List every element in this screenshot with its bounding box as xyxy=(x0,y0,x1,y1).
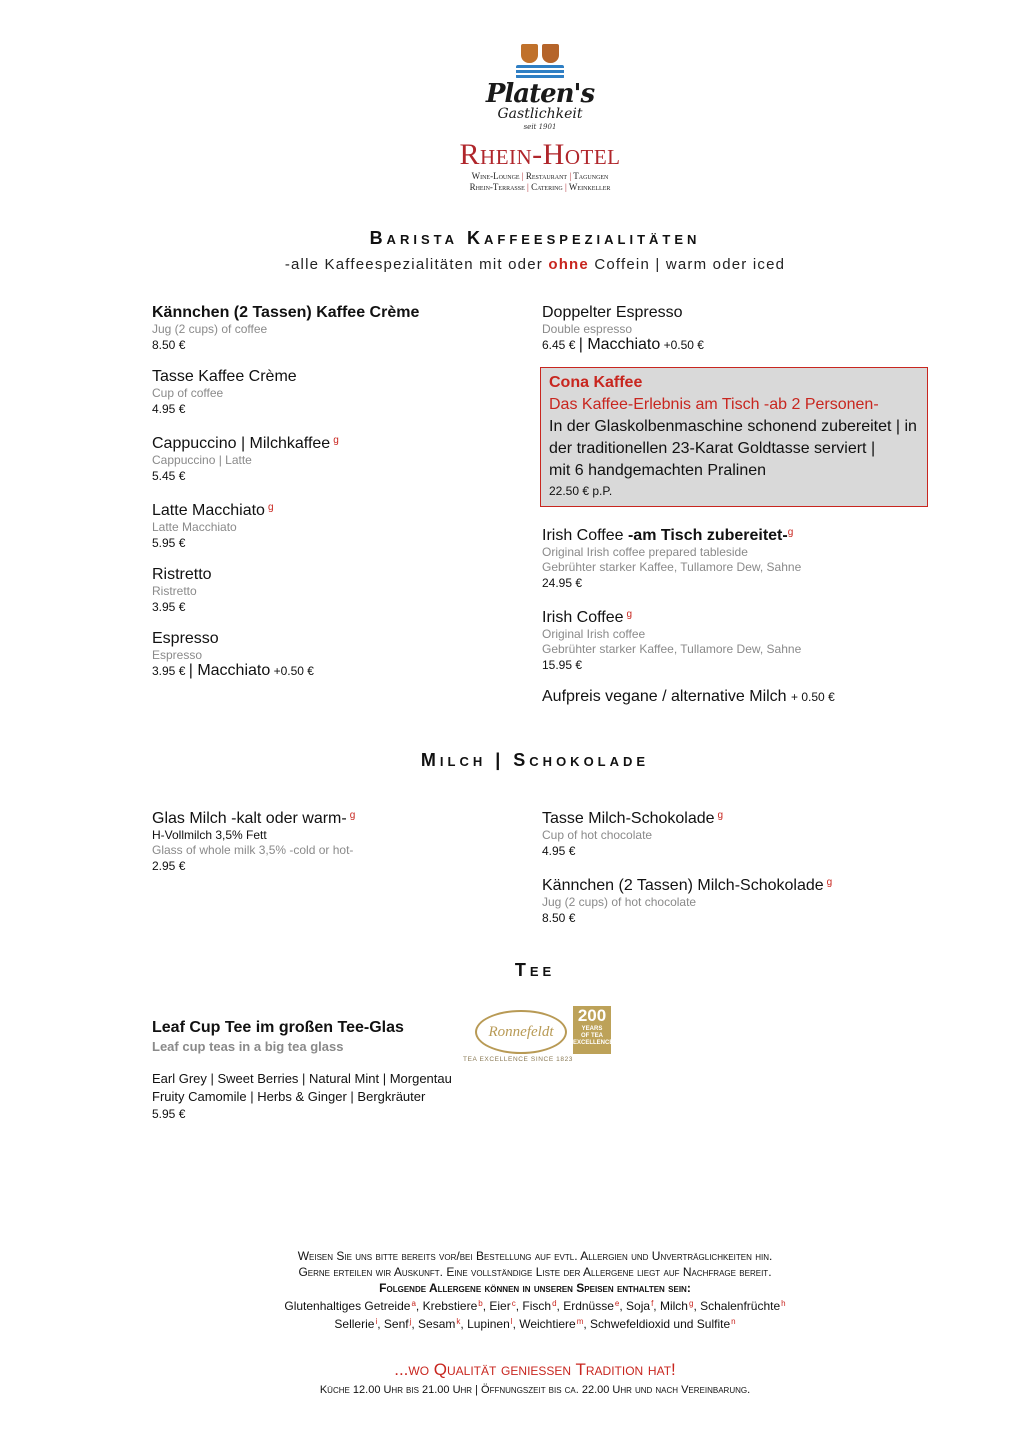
section-subtitle-barista: -alle Kaffeespezialitäten mit oder ohne Coffein | warm oder iced xyxy=(284,256,786,273)
allergen-entry: Glutenhaltiges Getreide$^a$ xyxy=(284,1299,416,1313)
allergen-list-row-1: Glutenhaltiges Getreide$^a$, Krebstiere$^b$, Eier$^c$, Fisch$^d$, Erdnüsse$^e$, Soja$^f$, Milch$^g$, Schalenfrüchte$^h$ xyxy=(284,1299,786,1313)
allergen-entry: Milch$^g$ xyxy=(659,1299,694,1313)
cona-kaffee-highlight-box: Cona Kaffee Das Kaffee-Erlebnis am Tisch -ab 2 Personen- In der Glaskolbenmaschine schonend zubereitet | in der traditionellen 23-Karat Goldtasse serviert | mit 6 handgemachten Pralinen 22.50 € p.P. xyxy=(540,367,928,507)
tee-name: Leaf Cup Tee im großen Tee-Glas xyxy=(152,1019,404,1036)
allergen-entry: Senf$^j$ xyxy=(383,1317,412,1331)
milch-left-column xyxy=(152,806,512,888)
allergen-entry: Eier$^c$ xyxy=(489,1299,516,1313)
barista-left-column xyxy=(152,303,512,693)
menu-item: Latte Macchiato $^g$ Latte Macchiato 5.95 € xyxy=(152,502,274,550)
logo-since: seit 1901 xyxy=(523,123,557,131)
menu-item: Kännchen (2 Tassen) Kaffee Crème Jug (2 cups) of coffee 8.50 € xyxy=(152,304,420,352)
menu-item: Irish Coffee $^g$ Original Irish coffee Gebrühter starker Kaffee, Tullamore Dew, Sahne 15.95 € xyxy=(542,609,802,672)
tee-price: 5.95 € xyxy=(152,1107,186,1121)
logo-brand-sub: Gastlichkeit xyxy=(497,106,583,122)
section-title-barista: Barista Kaffeespezialitäten xyxy=(369,228,701,248)
logo-brand: Platen's xyxy=(485,79,595,109)
allergen-entry: Fisch$^d$ xyxy=(522,1299,557,1313)
menu-item: Irish Coffee -am Tisch zubereitet-$^g$ Original Irish coffee prepared tableside Gebrühter starker Kaffee, Tullamore Dew, Sahne 24.95 € xyxy=(542,527,802,590)
allergen-entry: Soja$^f$ xyxy=(626,1299,654,1313)
allergen-entry: Krebstiere$^b$ xyxy=(422,1299,483,1313)
allergen-list-row-2: Sellerie$^i$, Senf$^j$, Sesam$^k$, Lupinen$^l$, Weichtiere$^m$, Schwefeldioxid und Sulfite$^n$ xyxy=(334,1317,736,1331)
allergen-entry: Weichtiere$^m$ xyxy=(519,1317,584,1331)
allergen-entry: Schwefeldioxid und Sulfite$^n$ xyxy=(590,1317,736,1331)
menu-item: Espresso Espresso 3.95 € | Macchiato +0.50 € xyxy=(152,630,314,679)
allergen-entry: Erdnüsse$^e$ xyxy=(563,1299,620,1313)
tee-column xyxy=(152,1018,472,1122)
menu-item: Doppelter Espresso Double espresso 6.45 € | Macchiato +0.50 € xyxy=(542,304,704,353)
ronnefeldt-logo: Ronnefeldt TEA EXCELLENCE SINCE 1823 200 YEARS OF TEA EXCELLENCE xyxy=(463,1006,614,1063)
section-title-milch: Milch | Schokolade xyxy=(420,750,650,770)
menu-item: Ristretto Ristretto 3.95 € xyxy=(152,566,212,614)
section-title-tee: Tee xyxy=(514,960,556,980)
logo-subline-2: Rhein-Terrasse | Catering | Weinkeller xyxy=(469,182,611,192)
motto: ...wo Qualität genießen Tradition hat! xyxy=(394,1360,676,1379)
waves-icon xyxy=(516,65,564,79)
menu-item: Aufpreis vegane / alternative Milch + 0.50 € xyxy=(542,688,835,705)
menu-item: Tasse Kaffee Crème Cup of coffee 4.95 € xyxy=(152,368,297,416)
allergen-entry: Schalenfrüchte$^h$ xyxy=(700,1299,786,1313)
hotel-logo xyxy=(420,44,660,193)
allergen-entry: Sesam$^k$ xyxy=(418,1317,461,1331)
tee-varieties-2: Fruity Camomile | Herbs & Ginger | Bergkräuter xyxy=(152,1089,426,1104)
allergy-notice: Weisen Sie uns bitte bereits vor/bei Bestellung auf evtl. Allergien und Unverträglichkeiten hin. Gerne erteilen wir Auskunft. Eine vollständige Liste der Allergene liegt auf Nachfrage bereit. Folgende Allergene können in unseren Speisen enthalten sein: Glutenhaltiges Getreide$^a$, Krebstiere$^b$, Eier$^c$, Fisch$^d$, Erdnüsse$^e$, Soja$^f$, Milch$^g$, Schalenfrüchte$^h$ Sellerie$^i$, Senf$^j$, Sesam$^k$, Lupinen$^l$, Weichtiere$^m$, Schwefeldioxid und Sulfite$^n$ xyxy=(0,1248,1024,1332)
milch-right-column xyxy=(542,806,942,940)
allergen-entry: Sellerie$^i$ xyxy=(334,1317,378,1331)
crest-icon xyxy=(420,44,660,63)
tee-varieties-1: Earl Grey | Sweet Berries | Natural Mint | Morgentau xyxy=(152,1071,452,1086)
menu-item: Kännchen (2 Tassen) Milch-Schokolade $^g$ Jug (2 cups) of hot chocolate 8.50 € xyxy=(542,877,833,925)
tee-name-en: Leaf cup teas in a big tea glass xyxy=(152,1039,344,1054)
opening-hours: Küche 12.00 Uhr bis 21.00 Uhr | Öffnungszeit bis ca. 22.00 Uhr und nach Vereinbarung. xyxy=(319,1384,751,1396)
anniversary-badge: 200 YEARS OF TEA EXCELLENCE xyxy=(573,1006,611,1054)
allergen-entry: Lupinen$^l$ xyxy=(467,1317,513,1331)
logo-hotel-name: Rhein-Hotel xyxy=(459,138,621,171)
logo-subline-1: Wine-Lounge | Restaurant | Tagungen xyxy=(471,171,609,181)
barista-right-column xyxy=(542,303,942,721)
menu-item: Tasse Milch-Schokolade $^g$ Cup of hot chocolate 4.95 € xyxy=(542,810,724,858)
menu-item: Cappuccino | Milchkaffee $^g$ Cappuccino | Latte 5.45 € xyxy=(152,435,339,483)
menu-item: Glas Milch -kalt oder warm- $^g$ H-Vollmilch 3,5% Fett Glass of whole milk 3,5% -cold or hot- 2.95 € xyxy=(152,810,356,873)
